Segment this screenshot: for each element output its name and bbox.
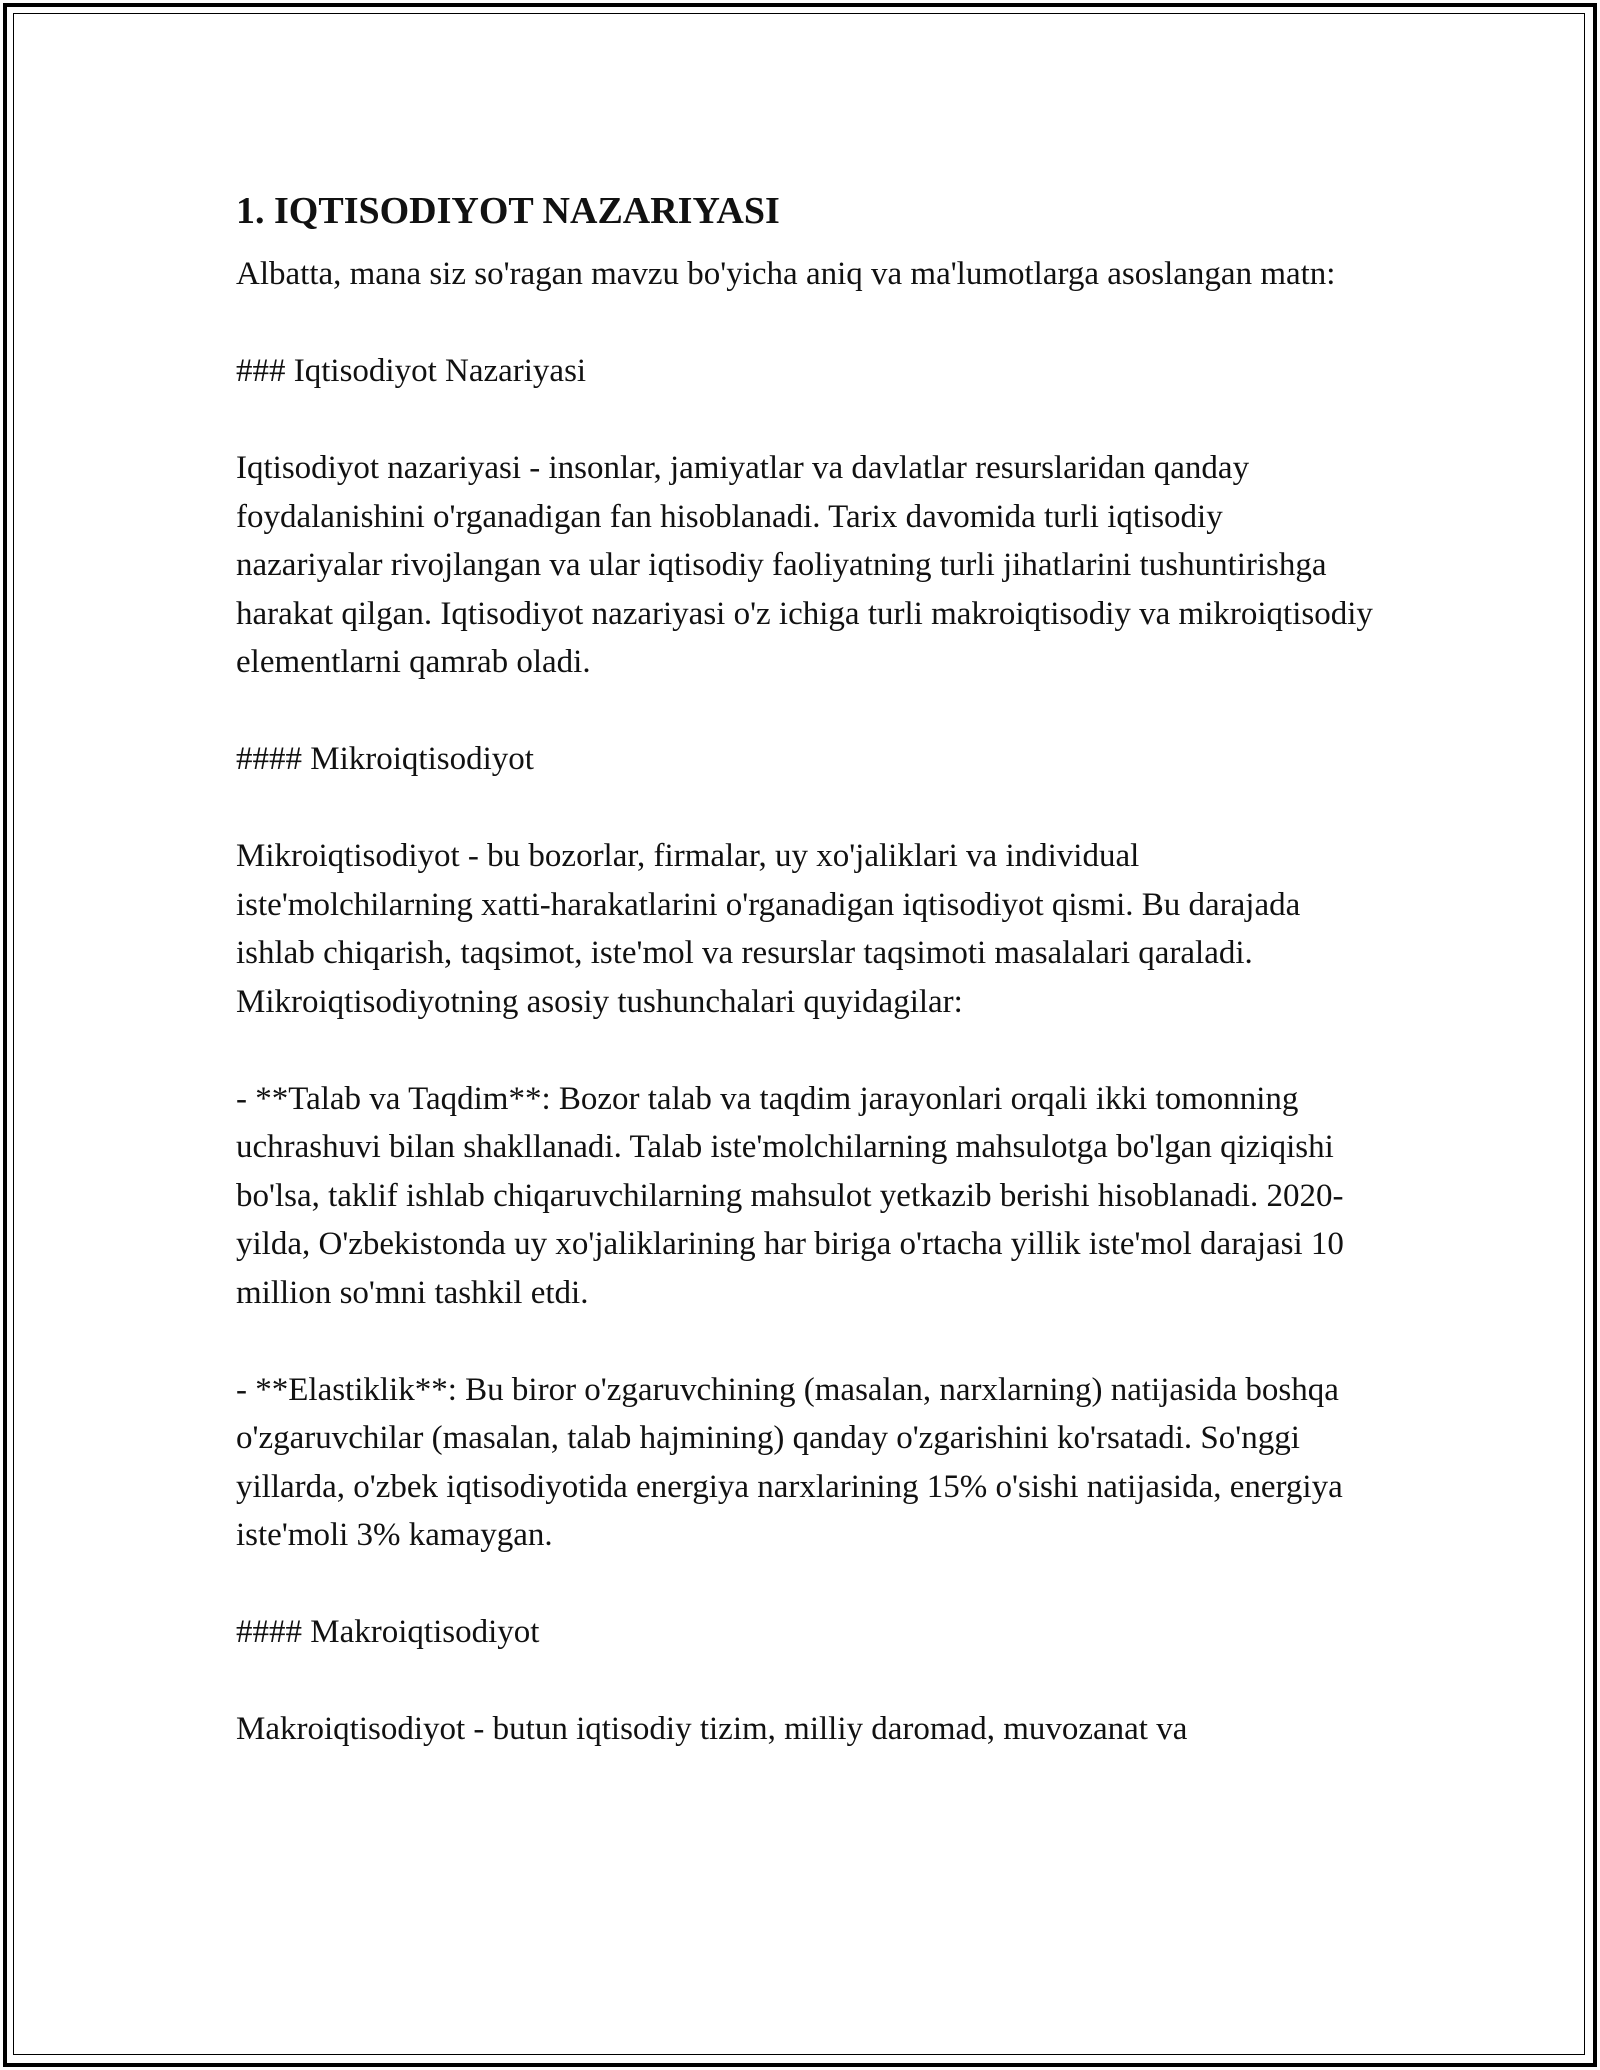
- paragraph-iqtisodiyot-nazariyasi: Iqtisodiyot nazariyasi - insonlar, jamiyatlar va davlatlar resurslaridan qanday foydalanishini o'rganadigan fan hisoblanadi. Tarix davomida turli iqtisodiy nazariyalar rivojlangan va ular iqtisodiy faoliyatning turli jihatlarini tushuntirishga harakat qilgan. Iqtisodiyot nazariyasi o'z ichiga turli makroiqtisodiy va mikroiqtisodiy elementlarni qamrab oladi.: [236, 450, 1373, 680]
- paragraph-mikroiqtisodiyot: Mikroiqtisodiyot - bu bozorlar, firmalar, uy xo'jaliklari va individual iste'molchilarning xatti-harakatlarini o'rganadigan iqtisodiyot qismi. Bu darajada ishlab chiqarish, taqsimot, iste'mol va resurslar taqsimoti masalalari qaraladi. Mikroiqtisodiyotning asosiy tushunchalari quyidagilar:: [236, 838, 1301, 1020]
- section-heading-mikroiqtisodiyot: #### Mikroiqtisodiyot: [236, 741, 534, 777]
- document-title: 1. IQTISODIYOT NAZARIYASI: [236, 190, 780, 232]
- section-heading-makroiqtisodiyot: #### Makroiqtisodiyot: [236, 1614, 540, 1650]
- document-body: [236, 186, 1376, 1802]
- section-heading-iqtisodiyot: ### Iqtisodiyot Nazariyasi: [236, 353, 587, 389]
- intro-paragraph: Albatta, mana siz so'ragan mavzu bo'yicha aniq va ma'lumotlarga asoslangan matn:: [236, 256, 1336, 292]
- list-item-talab-taqdim: - **Talab va Taqdim**: Bozor talab va taqdim jarayonlari orqali ikki tomonning uchrashuvi bilan shakllanadi. Talab iste'molchilarning mahsulotga bo'lgan qiziqishi bo'lsa, taklif ishlab chiqaruvchilarning mahsulot yetkazib berishi hisoblanadi. 2020-yilda, O'zbekistonda uy xo'jaliklarining har biriga o'rtacha yillik iste'mol darajasi 10 million so'mni tashkil etdi.: [236, 1080, 1344, 1311]
- paragraph-makroiqtisodiyot: Makroiqtisodiyot - butun iqtisodiy tizim, milliy daromad, muvozanat va: [236, 1711, 1188, 1747]
- list-item-elastiklik: - **Elastiklik**: Bu biror o'zgaruvchining (masalan, narxlarning) natijasida boshqa o'zgaruvchilar (masalan, talab hajmining) qanday o'zgarishini ko'rsatadi. So'nggi yillarda, o'zbek iqtisodiyotida energiya narxlarining 15% o'sishi natijasida, energiya iste'moli 3% kamaygan.: [236, 1371, 1343, 1553]
